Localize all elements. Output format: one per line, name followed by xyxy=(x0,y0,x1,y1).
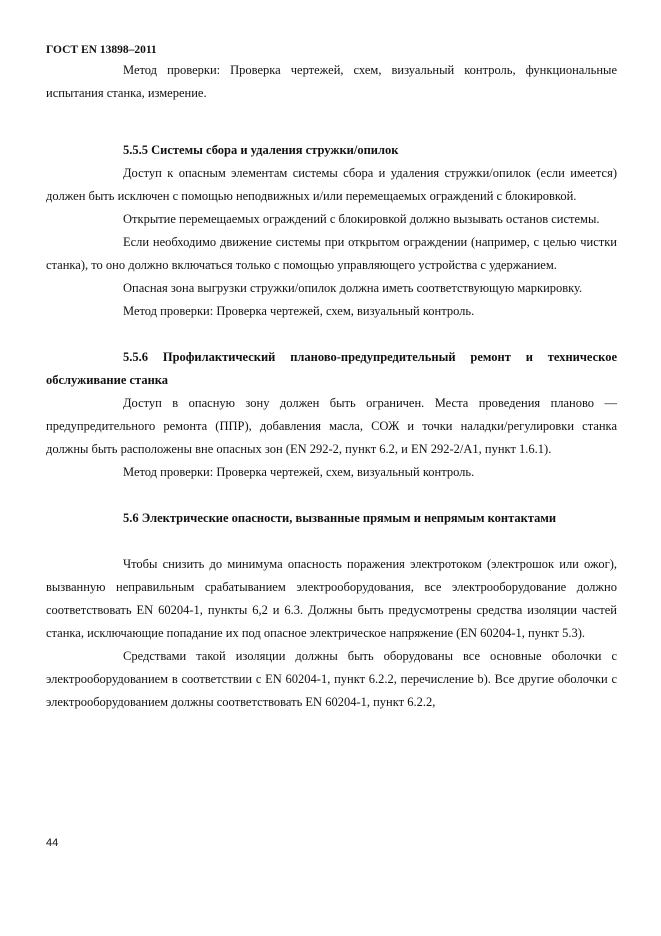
paragraph: Метод проверки: Проверка чертежей, схем, визуальный контроль. xyxy=(123,465,475,479)
paragraph: Чтобы снизить до минимума опасность поражения электротоком (электрошок или ожог), вызванную неправильным срабатыванием электрооборудования, все электрооборудование должно соответствовать EN 60204-1, пункты 6,2 и 6.3. Должны быть предусмотрены средства изоляции частей станка, исключающие попадание их под опасное электрическое напряжение (EN 60204-1, пункт 5.3). xyxy=(46,557,617,640)
paragraph: Открытие перемещаемых ограждений с блокировкой должно вызывать останов системы. xyxy=(123,212,600,226)
paragraph: Опасная зона выгрузки стружки/опилок должна иметь соответствующую маркировку. xyxy=(123,281,583,295)
paragraph: Если необходимо движение системы при открытом ограждении (например, с целью чистки станка), то оно должно включаться только с помощью управляющего устройства с удержанием. xyxy=(46,235,617,272)
standard-header: ГОСТ EN 13898–2011 xyxy=(46,44,157,56)
paragraph: Метод проверки: Проверка чертежей, схем, визуальный контроль. xyxy=(123,304,475,318)
paragraph: Средствами такой изоляции должны быть оборудованы все основные оболочки с электрооборудованием в соответствии с EN 60204-1, пункт 6.2.2, перечисление b). Все другие оболочки с электрооборудованием должны соответствовать EN 60204-1, пункт 6.2.2, xyxy=(46,649,617,709)
page-number: 44 xyxy=(46,837,59,849)
document-body xyxy=(46,59,617,714)
paragraph: Доступ к опасным элементам системы сбора и удаления стружки/опилок (если имеется) должен быть исключен с помощью неподвижных и/или перемещаемых ограждений с блокировкой. xyxy=(46,166,617,203)
section-heading: 5.5.5 Системы сбора и удаления стружки/опилок xyxy=(123,143,399,157)
section-heading: 5.5.6 Профилактический планово-предупредительный ремонт и техническое обслуживание станка xyxy=(46,350,617,387)
paragraph: Доступ в опасную зону должен быть ограничен. Места проведения планово — предупредительного ремонта (ППР), добавления масла, СОЖ и точки наладки/регулировки станка должны быть расположены вне опасных зон (EN 292-2, пункт 6.2, и EN 292-2/A1, пункт 1.6.1). xyxy=(46,396,617,456)
section-heading: 5.6 Электрические опасности, вызванные прямым и непрямым контактами xyxy=(123,511,557,525)
paragraph: Метод проверки: Проверка чертежей, схем, визуальный контроль, функциональные испытания станка, измерение. xyxy=(46,63,617,100)
